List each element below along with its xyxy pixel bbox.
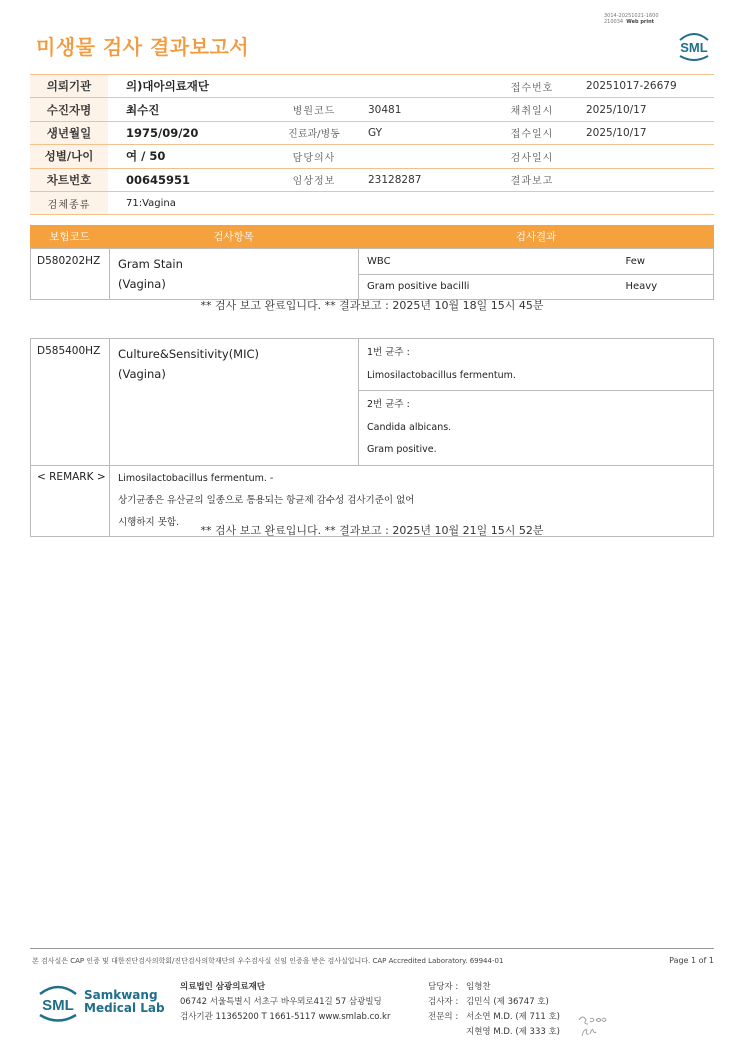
doctor-label: 담당의사	[292, 152, 336, 164]
table-row	[31, 339, 714, 391]
remark-label: < REMARK >	[31, 465, 110, 536]
sml-logo-icon	[674, 26, 714, 64]
patient-info-table	[30, 74, 714, 215]
hospital-code-value: 30481	[368, 103, 402, 116]
dept-label: 진료과/병동	[288, 129, 340, 141]
isolate-1-name: Limosilactobacillus fermentum.	[367, 369, 516, 381]
info-row	[30, 192, 714, 215]
gram-item	[110, 249, 359, 300]
org-contact: 검사기관 11365200 T 1661-5117 www.smlab.co.kr	[180, 1012, 391, 1022]
staff-label	[428, 1025, 466, 1040]
result-value: Few	[618, 249, 714, 275]
page-number: Page 1 of 1	[669, 956, 714, 965]
sexage-value: 여 / 50	[126, 149, 166, 164]
staff-row	[428, 1025, 560, 1040]
brand-line1: Samkwang	[84, 988, 158, 1002]
culture-item-specimen: (Vagina)	[118, 367, 166, 381]
remark-line: Limosilactobacillus fermentum. -	[118, 472, 274, 484]
info-row	[30, 145, 714, 168]
info-row	[30, 98, 714, 121]
collect-date-label: 채취일시	[510, 106, 554, 118]
gram-code: D580202HZ	[31, 249, 110, 300]
info-row	[30, 122, 714, 145]
sml-logo-icon	[36, 982, 80, 1026]
brand-name	[84, 989, 165, 1015]
staff-row	[428, 995, 560, 1010]
document-code	[604, 13, 659, 25]
gram-stain-table	[30, 248, 714, 300]
culture-table	[30, 338, 714, 537]
isolate-2-label: 2번 균주 :	[367, 399, 410, 410]
clinical-value: 23128287	[368, 173, 422, 186]
requester-label: 의뢰기관	[30, 75, 108, 97]
staff-label: 검사자 :	[428, 997, 459, 1007]
table-row	[31, 249, 714, 275]
result-value: Heavy	[618, 274, 714, 300]
receipt-no-value: 20251017-26679	[586, 80, 677, 93]
culture-item-name: Culture&Sensitivity(MIC)	[118, 347, 260, 361]
receipt-date-label: 접수일시	[510, 129, 554, 141]
page-title: 미생물 검사 결과보고서	[36, 35, 250, 59]
chart-label: 차트번호	[30, 169, 108, 191]
signature-icon	[576, 1010, 610, 1038]
report-label: 결과보고	[510, 176, 554, 188]
info-row	[30, 75, 714, 98]
isolate-1	[359, 339, 714, 391]
org-address: 06742 서울특별시 서초구 바우뫼로41길 57 삼광빌딩	[180, 997, 382, 1007]
results-header	[30, 225, 714, 248]
chart-value: 00645951	[126, 172, 191, 187]
receipt-date-value: 2025/10/17	[586, 126, 647, 139]
staff-label: 전문의 :	[428, 1012, 459, 1022]
gram-item-name: Gram Stain	[118, 257, 183, 271]
dob-label: 생년월일	[30, 122, 108, 144]
culture-code: D585400HZ	[31, 339, 110, 466]
clinical-label: 임상정보	[292, 176, 336, 188]
isolate-2-note: Gram positive.	[367, 444, 437, 455]
receipt-no-label: 접수번호	[510, 82, 554, 94]
culture-item	[110, 339, 359, 466]
specimen-label: 검체종류	[30, 192, 108, 214]
requester-value: 의)대아의료재단	[126, 79, 210, 94]
dept-value: GY	[368, 126, 383, 139]
test-date-label: 검사일시	[510, 152, 554, 164]
result-name: WBC	[359, 249, 618, 275]
staff-list	[428, 980, 560, 1040]
name-value: 최수진	[126, 102, 160, 117]
staff-name: 서소연 M.D. (제 711 호)	[466, 1012, 561, 1022]
organization-info	[180, 980, 390, 1025]
isolate-1-label: 1번 균주 :	[367, 347, 410, 358]
document-code-line2: 210034	[604, 19, 624, 25]
org-name: 의료법인 삼광의료재단	[180, 982, 266, 992]
info-row	[30, 169, 714, 192]
result-name: Gram positive bacilli	[359, 274, 618, 300]
specimen-value: 71:Vagina	[126, 197, 176, 209]
hospital-code-label: 병원코드	[292, 106, 336, 118]
staff-row	[428, 980, 560, 995]
remark-line: 상기균종은 유산균의 일종으로 통용되는 항균제 감수성 검사기준이 없어	[118, 494, 415, 506]
web-print-label: Web print	[626, 19, 655, 25]
staff-name: 임형찬	[466, 982, 491, 992]
footer-divider	[30, 948, 714, 949]
staff-name: 김민식 (제 36747 호)	[466, 997, 549, 1007]
staff-name: 지현영 M.D. (제 333 호)	[466, 1027, 561, 1037]
dob-value: 1975/09/20	[126, 125, 199, 140]
isolate-2	[359, 391, 714, 466]
svg-text:SML: SML	[42, 997, 74, 1014]
header-item: 검사항목	[213, 231, 254, 243]
header-code: 보험코드	[49, 231, 90, 243]
certification-note: 본 검사실은 CAP 인증 및 대한진단검사의학회/진단검사의학재단의 우수검사실 신임 인증을 받은 검사실입니다. CAP Accredited Laboratory. 69944-01	[32, 957, 504, 965]
brand-line2: Medical Lab	[84, 1001, 165, 1015]
remark-line: 시행하지 못함.	[118, 516, 180, 528]
report-complete-note: ** 검사 보고 완료입니다. ** 결과보고 : 2025년 10월 18일 15시 45분	[200, 299, 544, 312]
collect-date-value: 2025/10/17	[586, 103, 647, 116]
sexage-label: 성별/나이	[30, 145, 108, 167]
header-result: 검사결과	[515, 231, 557, 243]
name-label: 수진자명	[30, 98, 108, 120]
staff-row	[428, 1010, 560, 1025]
gram-item-specimen: (Vagina)	[118, 277, 166, 291]
isolate-2-name: Candida albicans.	[367, 421, 452, 433]
svg-text:SML: SML	[680, 40, 708, 55]
report-complete-note: ** 검사 보고 완료입니다. ** 결과보고 : 2025년 10월 21일 15시 52분	[200, 524, 544, 537]
staff-label: 담당자 :	[428, 982, 459, 992]
document-code-line1: 3014-20251021-1600	[604, 13, 659, 19]
